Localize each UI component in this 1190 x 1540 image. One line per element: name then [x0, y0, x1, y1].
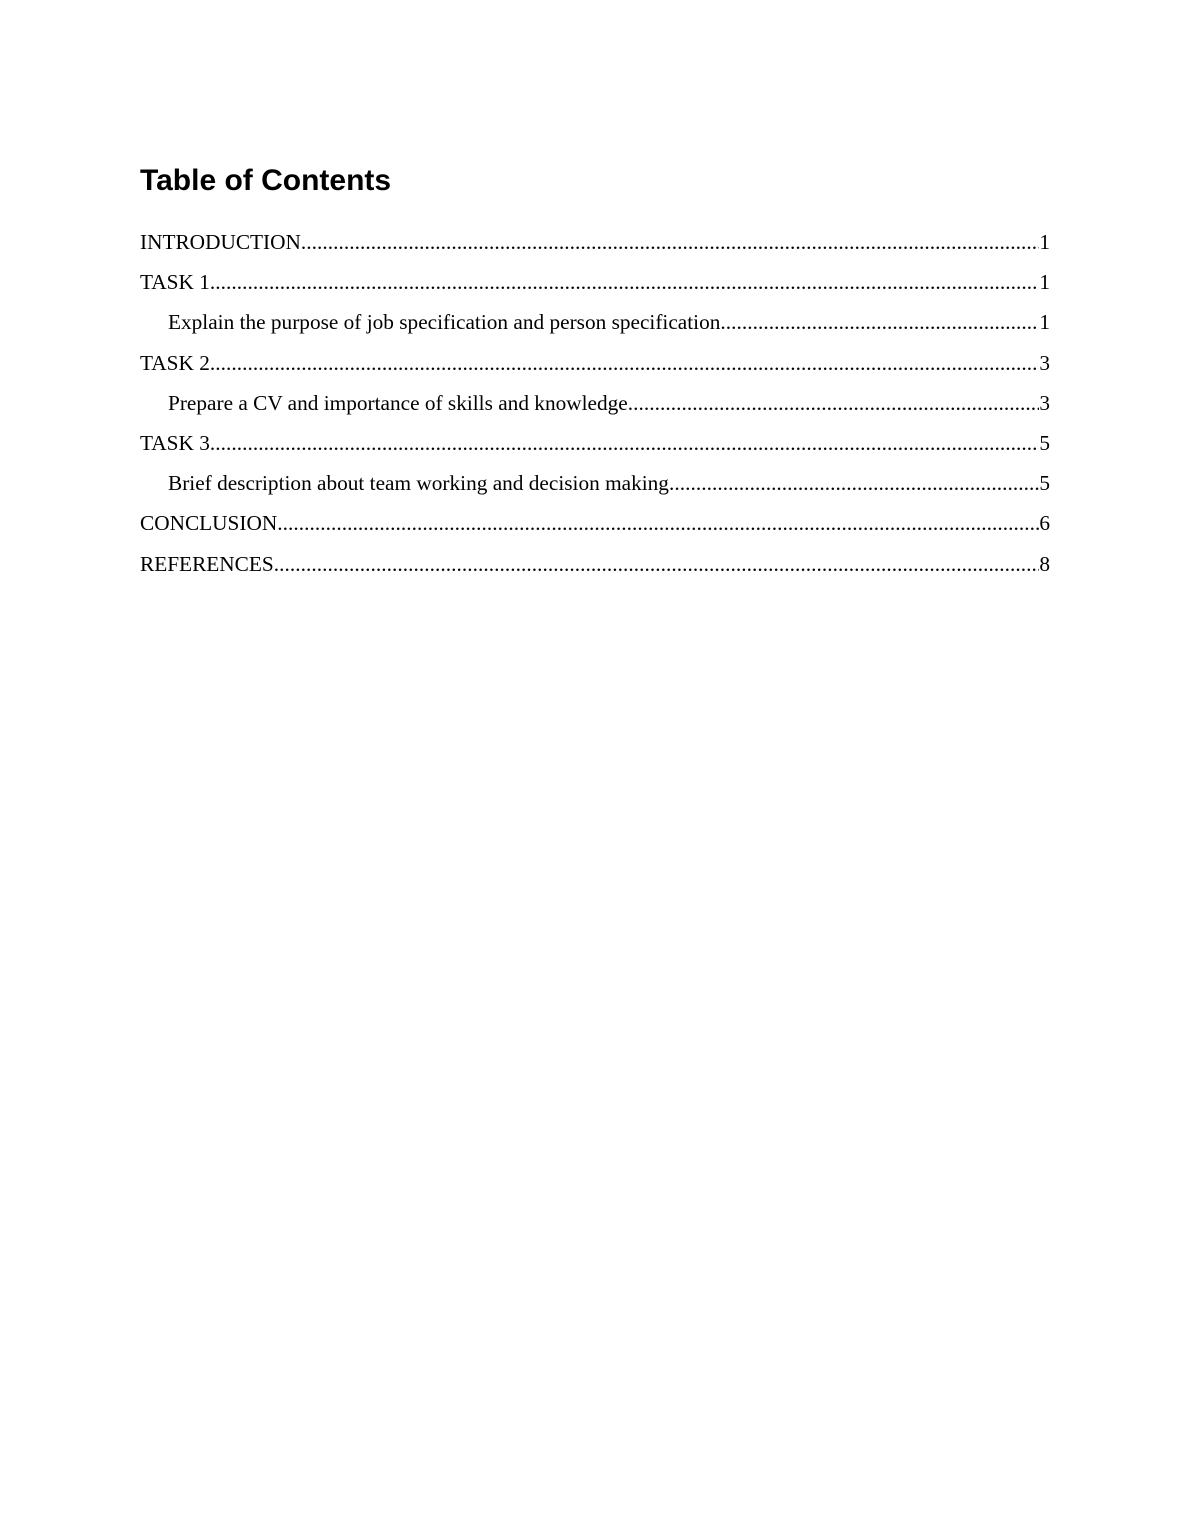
table-of-contents [140, 228, 1050, 590]
toc-entry-task-3[interactable] [140, 429, 1050, 469]
toc-entry-label: Brief description about team working and decision making [168, 471, 669, 496]
toc-entry-introduction[interactable] [140, 228, 1050, 268]
toc-entry-page-number: 3 [1039, 350, 1050, 375]
toc-entry-page-number: 3 [1039, 390, 1050, 415]
toc-title: Table of Contents [140, 164, 392, 197]
toc-entry-label: INTRODUCTION [140, 230, 301, 254]
toc-entry-page-number: 1 [1039, 230, 1050, 254]
toc-entry-task-2[interactable] [140, 349, 1050, 389]
toc-entry-label: Prepare a CV and importance of skills and knowledge [168, 390, 628, 415]
toc-entry-prepare-cv[interactable] [140, 389, 1050, 429]
toc-entry-page-number: 1 [1039, 310, 1050, 335]
dot-leader [628, 389, 1040, 417]
toc-entry-task-1[interactable] [140, 268, 1050, 308]
dot-leader [669, 469, 1039, 497]
dot-leader [277, 509, 1039, 537]
dot-leader [274, 550, 1040, 578]
dot-leader [301, 228, 1039, 256]
dot-leader [210, 268, 1039, 296]
toc-entry-references[interactable] [140, 550, 1050, 590]
toc-entry-label: REFERENCES [140, 551, 274, 576]
toc-entry-page-number: 5 [1039, 471, 1050, 496]
toc-entry-label: CONCLUSION [140, 511, 278, 536]
toc-entry-label: TASK 3 [140, 430, 210, 455]
toc-entry-label: TASK 1 [140, 270, 210, 295]
toc-entry-team-working[interactable] [140, 469, 1050, 509]
toc-entry-label: TASK 2 [140, 350, 210, 375]
toc-entry-label: Explain the purpose of job specification and person specification [168, 310, 721, 335]
dot-leader [210, 429, 1039, 457]
toc-entry-conclusion[interactable] [140, 509, 1050, 549]
toc-entry-page-number: 5 [1039, 430, 1050, 455]
dot-leader [720, 308, 1039, 336]
toc-entry-page-number: 1 [1039, 270, 1050, 295]
toc-entry-page-number: 6 [1039, 511, 1050, 536]
toc-entry-page-number: 8 [1039, 551, 1050, 576]
dot-leader [210, 349, 1039, 377]
toc-entry-job-specification[interactable] [140, 308, 1050, 348]
